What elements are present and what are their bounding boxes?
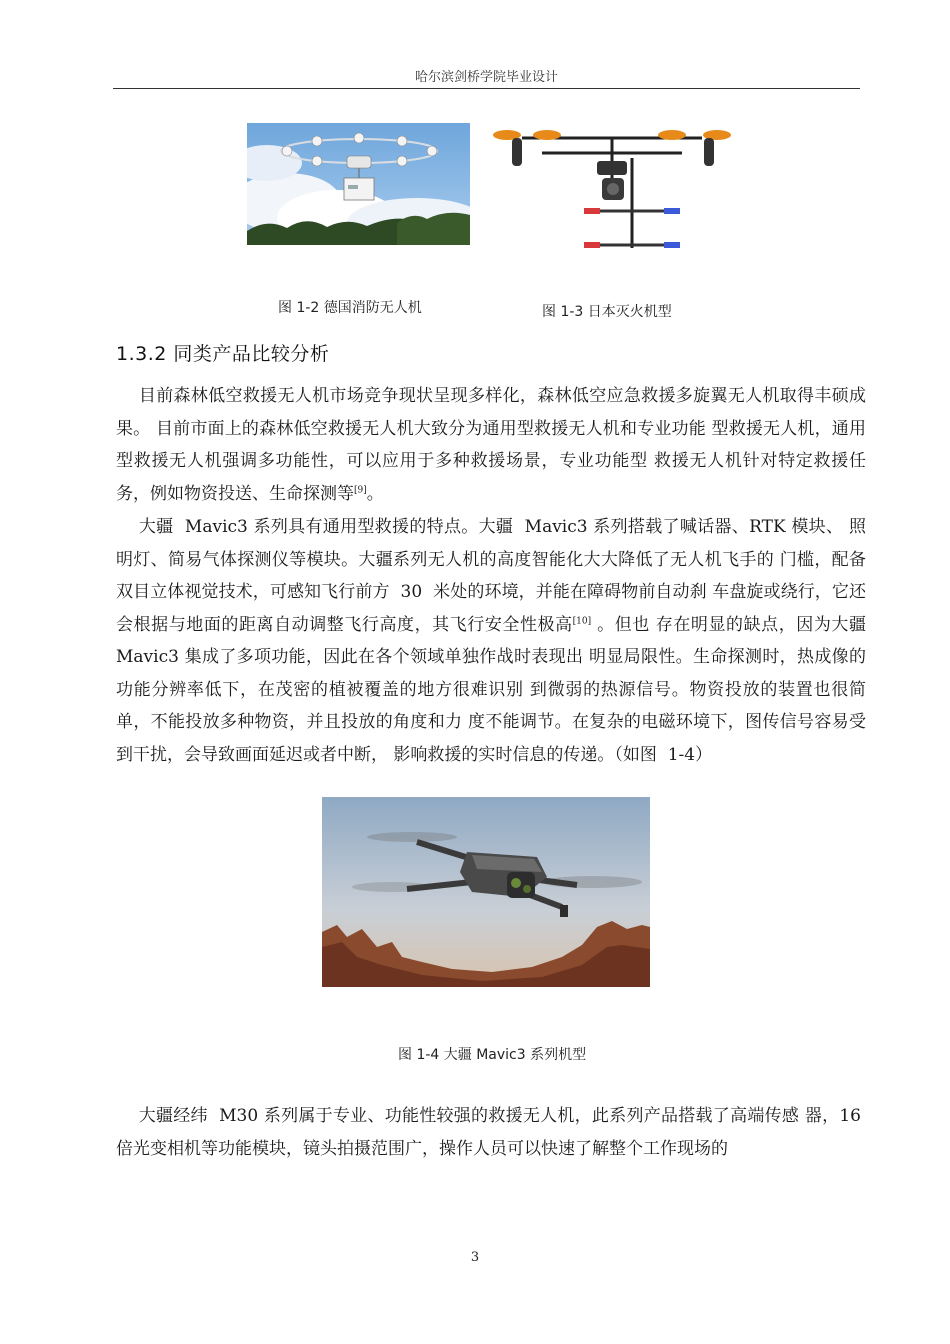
citation-9: [9] — [354, 484, 367, 495]
paragraph-3-text: 大疆经纬 M30 系列属于专业、功能性较强的救援无人机，此系列产品搭载了高端传感 器，16 倍光变相机等功能模块，镜头拍摄范围广，操作人员可以快速了解整个工作现场的 — [116, 1106, 867, 1159]
paragraph-2-text: 大疆 Mavic3 系列具有通用型救援的特点。大疆 Mavic3 系列搭载了喊话器、RTK 模块、 照明灯、简易气体探测仪等模块。大疆系列无人机的高度智能化大大降低了无人机飞手的 门槛，配备双目立体视觉技术，可感知飞行前方 30 米处的环境，并能在障碍物前自动刹 车盘旋或绕行，它还会根据与地面的距离自动调整飞行高度，其飞行安全性极高 — [116, 517, 867, 635]
paragraph-1 — [116, 380, 866, 510]
paragraph-1-text: 目前森林低空救援无人机市场竞争现状呈现多样化，森林低空应急救援多旋翼无人机取得丰硕成果。 目前市面上的森林低空救援无人机大致分为通用型救援无人机和专业功能 型救援无人机，通用型救援无人机强调多功能性，可以应用于多种救援场景，专业功能型 救援无人机针对特定救援任务，例如物资投送、生命探测等 — [116, 386, 867, 504]
page-number: 3 — [470, 1250, 480, 1265]
paragraph-2-end: 。但也 存在明显的缺点，因为大疆 Mavic3 集成了多项功能，因此在各个领域单独作战时表现出 明显局限性。生命探测时，热成像的功能分辨率低下，在茂密的植被覆盖的地方很难识别 到微弱的热源信号。物资投放的装置也很简单，不能投放多种物资，并且投放的角度和力 度不能调节。在复杂的电磁环境下，图传信号容易受到干扰，会导致画面延迟或者中断， 影响救援的实时信息的传递。（如图 1-4） — [116, 614, 877, 765]
paragraph-2 — [116, 511, 877, 771]
header-rule — [113, 88, 860, 89]
figure-1-4-image — [322, 797, 650, 987]
paragraph-3 — [116, 1100, 867, 1165]
paragraph-1-end: 。 — [366, 483, 384, 504]
figure-1-4-caption: 图 1-4 大疆 Mavic3 系列机型 — [398, 1047, 587, 1063]
page-header: 哈尔滨剑桥学院毕业设计 — [414, 70, 558, 85]
figure-1-3-image — [492, 123, 732, 255]
figure-1-3-caption: 图 1-3 日本灭火机型 — [542, 304, 672, 320]
section-heading: 1.3.2 同类产品比较分析 — [116, 343, 330, 365]
citation-10: [10] — [572, 615, 592, 626]
figure-1-2-caption: 图 1-2 德国消防无人机 — [278, 300, 422, 316]
figure-1-2-image — [247, 123, 470, 245]
